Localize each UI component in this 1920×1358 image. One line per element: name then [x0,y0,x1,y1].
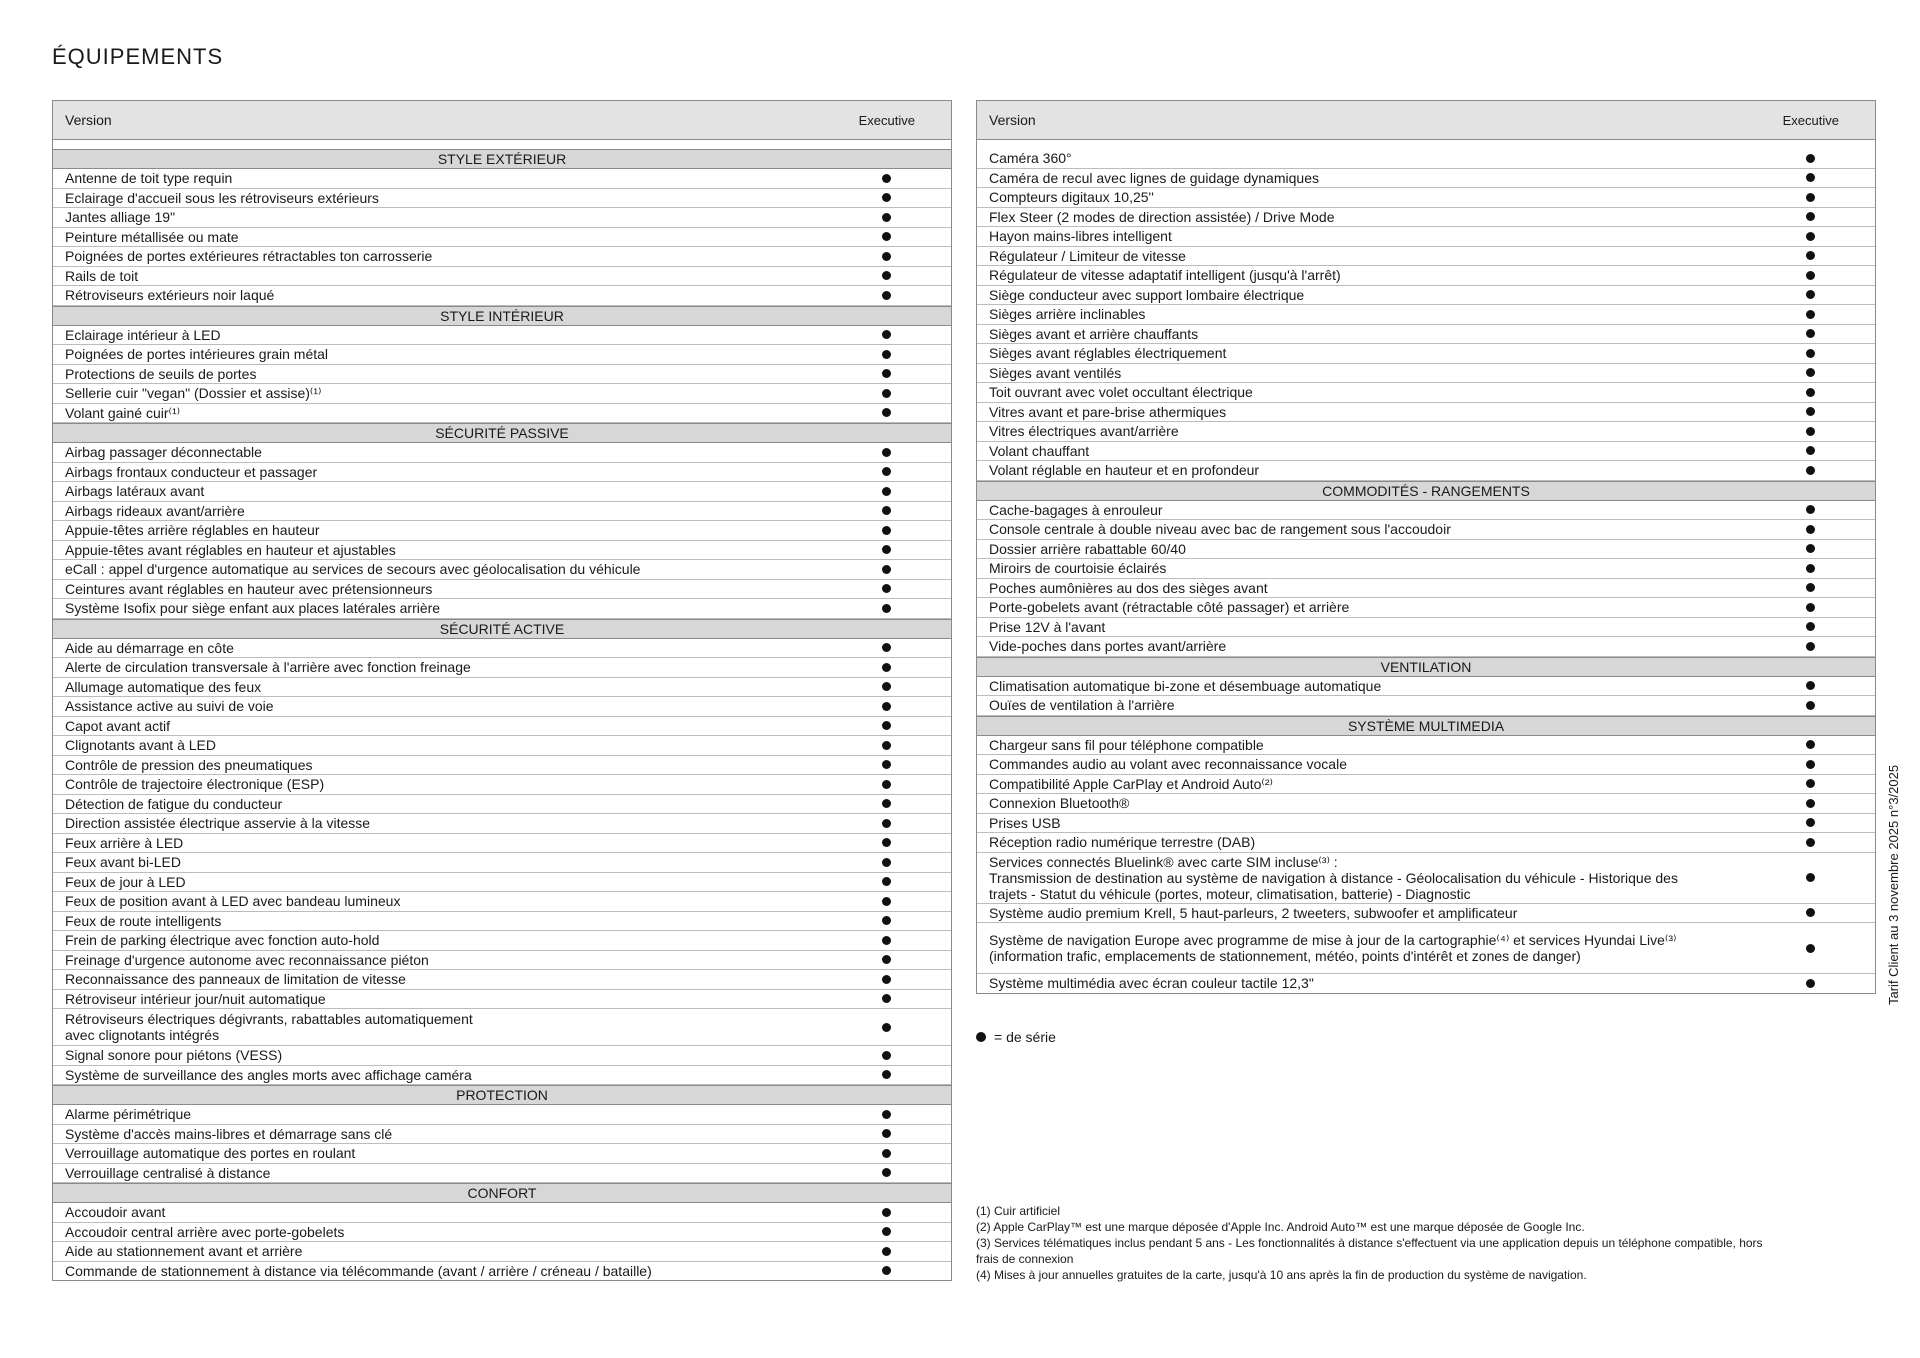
table-row [53,1105,951,1125]
standard-dot-icon [882,799,891,808]
feature-label: Verrouillage automatique des portes en roulant [65,1145,356,1162]
table-row [977,344,1875,364]
legend-text: = de série [994,1029,1056,1045]
table-row [53,267,951,287]
feature-label: Console centrale à double niveau avec bac de rangement sous l'accoudoir [989,521,1451,538]
feature-label: Frein de parking électrique avec fonction auto-hold [65,932,380,949]
footnote: (3) Services télématiques inclus pendant 5 ans - Les fonctionnalités à distance s'effectuent via une application depuis un téléphone compatible, hors frais de connexion [976,1236,1763,1266]
feature-label: Système de navigation Europe avec programme de mise à jour de la cartographie⁽⁴⁾ et services Hyundai Live⁽³⁾ (information trafic, emplacements de stationnement, météo, points d'intérêt et zones de danger) [989,932,1677,964]
table-row [53,873,951,893]
feature-label: Feux de route intelligents [65,912,222,929]
table-row [53,326,951,346]
table-row [53,463,951,483]
standard-dot-icon [1806,838,1815,847]
table-row [977,422,1875,442]
version-header: Version [65,112,112,128]
standard-dot-icon [1806,154,1815,163]
feature-label: Poignées de portes extérieures rétractables ton carrosserie [65,248,433,265]
standard-dot-icon [882,1070,891,1079]
standard-dot-icon [882,955,891,964]
feature-label: Capot avant actif [65,717,171,734]
standard-dot-icon [1806,232,1815,241]
feature-label: Signal sonore pour piétons (VESS) [65,1047,283,1064]
table-row [53,443,951,463]
feature-label: Régulateur / Limiteur de vitesse [989,247,1186,264]
feature-label: Caméra 360° [989,150,1072,167]
table-row [53,697,951,717]
section-header: COMMODITÉS - RANGEMENTS [977,481,1875,501]
table-row [53,599,951,619]
table-row [53,560,951,580]
standard-dot-icon [882,487,891,496]
feature-label: Flex Steer (2 modes de direction assistée) / Drive Mode [989,208,1335,225]
table-row [977,442,1875,462]
feature-label: Volant gainé cuir⁽¹⁾ [65,404,181,421]
feature-label: Volant chauffant [989,442,1090,459]
table-row [977,775,1875,795]
table-row [53,286,951,306]
standard-dot-icon [1806,740,1815,749]
table-row [977,736,1875,756]
standard-dot-icon [1806,544,1815,553]
standard-dot-icon [882,350,891,359]
standard-dot-icon [882,1168,891,1177]
table-row [53,834,951,854]
feature-label: Poignées de portes intérieures grain métal [65,346,329,363]
feature-label: Commande de stationnement à distance via télécommande (avant / arrière / créneau / bataille) [65,1262,652,1279]
page-title: ÉQUIPEMENTS [52,44,224,69]
executive-header: Executive [858,112,915,128]
footnote: (4) Mises à jour annuelles gratuites de la carte, jusqu'à 10 ans après la fin de production du système de navigation. [976,1268,1587,1282]
feature-label: Clignotants avant à LED [65,737,216,754]
standard-dot-icon [1806,908,1815,917]
table-row [53,912,951,932]
feature-label: Vide-poches dans portes avant/arrière [989,638,1227,655]
table-row [977,266,1875,286]
table-row [977,169,1875,189]
table-row [53,502,951,522]
standard-dot-icon [882,526,891,535]
feature-label: Aide au stationnement avant et arrière [65,1243,303,1260]
table-row [977,833,1875,853]
version-header: Version [989,112,1036,128]
feature-label: Airbags rideaux avant/arrière [65,502,245,519]
footnote: (1) Cuir artificiel [976,1204,1061,1218]
feature-label: Freinage d'urgence autonome avec reconnaissance piéton [65,951,429,968]
feature-label: Sièges arrière inclinables [989,306,1146,323]
standard-dot-icon [882,232,891,241]
standard-dot-icon [882,369,891,378]
feature-label: Direction assistée électrique asservie à la vitesse [65,815,371,832]
feature-label: Feux de jour à LED [65,873,186,890]
feature-label: Eclairage d'accueil sous les rétroviseurs extérieurs [65,189,379,206]
table-row [977,188,1875,208]
table-row [53,1164,951,1184]
standard-dot-icon [1806,446,1815,455]
feature-label: Sellerie cuir "vegan" (Dossier et assise)⁽¹⁾ [65,385,322,402]
feature-label: Rétroviseurs électriques dégivrants, rabattables automatiquement avec clignotants intégrés [65,1011,473,1043]
equipment-table-right [976,100,1876,994]
standard-dot-icon [882,819,891,828]
table-row [53,1144,951,1164]
standard-dot-icon [976,1032,986,1042]
executive-header: Executive [1782,112,1839,128]
table-row [977,520,1875,540]
feature-label: Eclairage intérieur à LED [65,326,221,343]
tariff-date-vertical: Tarif Client au 3 novembre 2025 n°3/2025 [1886,764,1901,1005]
standard-dot-icon [1806,349,1815,358]
standard-dot-icon [1806,368,1815,377]
section-header: STYLE EXTÉRIEUR [53,149,951,169]
standard-dot-icon [1806,564,1815,573]
standard-dot-icon [1806,251,1815,260]
standard-dot-icon [882,858,891,867]
feature-label: Accoudoir avant [65,1204,166,1221]
standard-dot-icon [882,291,891,300]
feature-label: Ouïes de ventilation à l'arrière [989,697,1175,714]
feature-label: Verrouillage centralisé à distance [65,1164,271,1181]
table-row [977,501,1875,521]
feature-label: Dossier arrière rabattable 60/40 [989,540,1186,557]
standard-dot-icon [1806,310,1815,319]
table-row [53,208,951,228]
section-header: STYLE INTÉRIEUR [53,306,951,326]
table-row [977,461,1875,481]
table-header [977,101,1875,140]
table-row [53,1125,951,1145]
feature-label: Système d'accès mains-libres et démarrage sans clé [65,1125,393,1142]
standard-dot-icon [1806,193,1815,202]
feature-label: Vitres avant et pare-brise athermiques [989,403,1227,420]
table-row [53,1046,951,1066]
feature-label: Feux avant bi-LED [65,854,181,871]
standard-dot-icon [882,330,891,339]
table-row [977,325,1875,345]
equipment-table-left [52,100,952,1281]
table-row [53,482,951,502]
table-row [53,931,951,951]
feature-label: Poches aumônières au dos des sièges avant [989,579,1268,596]
section-header: CONFORT [53,1183,951,1203]
standard-dot-icon [882,604,891,613]
feature-label: Contrôle de pression des pneumatiques [65,756,313,773]
feature-label: Prises USB [989,814,1061,831]
standard-dot-icon [882,682,891,691]
feature-label: Miroirs de courtoisie éclairés [989,560,1167,577]
feature-label: Connexion Bluetooth® [989,795,1130,812]
legend [976,1029,1056,1045]
feature-label: Sièges avant et arrière chauffants [989,325,1199,342]
table-row [53,951,951,971]
feature-label: Ceintures avant réglables en hauteur avec prétensionneurs [65,580,433,597]
table-row [53,541,951,561]
table-row [53,1009,951,1046]
feature-label: Peinture métallisée ou mate [65,228,239,245]
table-row [977,227,1875,247]
standard-dot-icon [1806,505,1815,514]
table-row [53,189,951,209]
table-row [53,580,951,600]
standard-dot-icon [882,213,891,222]
standard-dot-icon [882,897,891,906]
standard-dot-icon [882,408,891,417]
feature-label: Airbags frontaux conducteur et passager [65,463,318,480]
table-row [977,383,1875,403]
feature-label: Cache-bagages à enrouleur [989,501,1163,518]
standard-dot-icon [882,193,891,202]
standard-dot-icon [1806,173,1815,182]
feature-label: eCall : appel d'urgence automatique au services de secours avec géolocalisation du véhicule [65,561,641,578]
table-row [53,736,951,756]
table-row [977,579,1875,599]
feature-label: Caméra de recul avec lignes de guidage dynamiques [989,169,1319,186]
standard-dot-icon [882,975,891,984]
standard-dot-icon [1806,427,1815,436]
feature-label: Assistance active au suivi de voie [65,698,274,715]
standard-dot-icon [882,643,891,652]
standard-dot-icon [1806,407,1815,416]
standard-dot-icon [882,702,891,711]
feature-label: Porte-gobelets avant (rétractable côté passager) et arrière [989,599,1350,616]
table-row [53,1262,951,1281]
table-row [977,637,1875,657]
table-row [977,814,1875,834]
feature-label: Siège conducteur avec support lombaire électrique [989,286,1305,303]
feature-label: Accoudoir central arrière avec porte-gobelets [65,1223,345,1240]
table-row [977,305,1875,325]
table-row [977,286,1875,306]
table-row [53,658,951,678]
standard-dot-icon [882,994,891,1003]
table-row [53,1066,951,1086]
section-header: SYSTÈME MULTIMEDIA [977,716,1875,736]
table-row [53,1223,951,1243]
table-row [53,639,951,659]
standard-dot-icon [882,877,891,886]
table-row [53,717,951,737]
standard-dot-icon [882,760,891,769]
feature-label: Système de surveillance des angles morts avec affichage caméra [65,1066,472,1083]
feature-label: Alarme périmétrique [65,1106,192,1123]
standard-dot-icon [1806,818,1815,827]
feature-label: Volant réglable en hauteur et en profondeur [989,462,1260,479]
table-row [53,775,951,795]
standard-dot-icon [882,1227,891,1236]
table-header [53,101,951,140]
feature-label: Compteurs digitaux 10,25'' [989,189,1154,206]
feature-label: Chargeur sans fil pour téléphone compatible [989,736,1264,753]
feature-label: Hayon mains-libres intelligent [989,228,1172,245]
feature-label: Toit ouvrant avec volet occultant électrique [989,384,1253,401]
section-header: VENTILATION [977,657,1875,677]
feature-label: Antenne de toit type requin [65,170,233,187]
feature-label: Climatisation automatique bi-zone et désembuage automatique [989,677,1382,694]
table-row [53,1242,951,1262]
standard-dot-icon [1806,622,1815,631]
table-row [977,247,1875,267]
feature-label: Rails de toit [65,267,139,284]
table-row [977,149,1875,169]
feature-label: Sièges avant réglables électriquement [989,345,1227,362]
feature-label: Compatibilité Apple CarPlay et Android Auto⁽²⁾ [989,775,1273,792]
table-row [53,990,951,1010]
standard-dot-icon [882,1149,891,1158]
feature-label: Appuie-têtes avant réglables en hauteur et ajustables [65,541,396,558]
feature-label: Rétroviseurs extérieurs noir laqué [65,287,275,304]
table-row [53,404,951,424]
table-row [977,598,1875,618]
table-row [53,853,951,873]
table-row [53,365,951,385]
table-row [53,892,951,912]
standard-dot-icon [882,936,891,945]
table-row [977,677,1875,697]
feature-label: Détection de fatigue du conducteur [65,795,283,812]
standard-dot-icon [882,916,891,925]
feature-label: Alerte de circulation transversale à l'arrière avec fonction freinage [65,659,471,676]
feature-label: Airbags latéraux avant [65,483,205,500]
table-row [977,540,1875,560]
standard-dot-icon [1806,525,1815,534]
table-row [977,904,1875,924]
table-row [53,345,951,365]
standard-dot-icon [1806,873,1815,882]
standard-dot-icon [1806,583,1815,592]
standard-dot-icon [882,389,891,398]
footnote: (2) Apple CarPlay™ est une marque déposée d'Apple Inc. Android Auto™ est une marque déposée de Google Inc. [976,1220,1585,1234]
standard-dot-icon [882,467,891,476]
table-row [53,795,951,815]
standard-dot-icon [882,1023,891,1032]
standard-dot-icon [882,1129,891,1138]
table-row [977,208,1875,228]
feature-label: Airbag passager déconnectable [65,444,262,461]
standard-dot-icon [1806,290,1815,299]
standard-dot-icon [882,1051,891,1060]
table-row [53,814,951,834]
standard-dot-icon [1806,271,1815,280]
standard-dot-icon [882,1266,891,1275]
feature-label: Régulateur de vitesse adaptatif intelligent (jusqu'à l'arrêt) [989,267,1341,284]
section-header: SÉCURITÉ PASSIVE [53,423,951,443]
standard-dot-icon [882,741,891,750]
standard-dot-icon [882,174,891,183]
standard-dot-icon [1806,642,1815,651]
section-header: SÉCURITÉ ACTIVE [53,619,951,639]
feature-label: Contrôle de trajectoire électronique (ESP) [65,776,325,793]
table-row [53,228,951,248]
standard-dot-icon [882,584,891,593]
standard-dot-icon [882,780,891,789]
standard-dot-icon [1806,979,1815,988]
table-row [53,678,951,698]
feature-label: Services connectés Bluelink® avec carte SIM incluse⁽³⁾ : Transmission de destination au système de navigation à distance - Géolocalisation du véhicule - Historique des trajets - Statut du véhicule (portes, moteur, climatisation, batterie) - Diagnostic [989,853,1678,902]
table-row [977,974,1875,993]
table-row [53,756,951,776]
footnotes [976,1203,1886,1283]
standard-dot-icon [882,1247,891,1256]
standard-dot-icon [1806,329,1815,338]
feature-label: Commandes audio au volant avec reconnaissance vocale [989,756,1347,773]
table-row [977,618,1875,638]
table-row [53,169,951,189]
table-row [977,794,1875,814]
feature-label: Système audio premium Krell, 5 haut-parleurs, 2 tweeters, subwoofer et amplificateur [989,904,1518,921]
feature-label: Système Isofix pour siège enfant aux places latérales arrière [65,600,441,617]
table-row [977,559,1875,579]
standard-dot-icon [882,271,891,280]
standard-dot-icon [882,838,891,847]
standard-dot-icon [882,1110,891,1119]
standard-dot-icon [1806,388,1815,397]
table-row [977,696,1875,716]
feature-label: Allumage automatique des feux [65,678,262,695]
standard-dot-icon [1806,681,1815,690]
feature-label: Rétroviseur intérieur jour/nuit automatique [65,990,326,1007]
table-row [977,403,1875,423]
standard-dot-icon [1806,603,1815,612]
feature-label: Feux de position avant à LED avec bandeau lumineux [65,893,401,910]
feature-label: Prise 12V à l'avant [989,618,1106,635]
standard-dot-icon [1806,799,1815,808]
feature-label: Reconnaissance des panneaux de limitation de vitesse [65,971,406,988]
standard-dot-icon [882,506,891,515]
standard-dot-icon [1806,701,1815,710]
table-row [977,364,1875,384]
table-row [53,384,951,404]
table-row [977,755,1875,775]
section-header: PROTECTION [53,1085,951,1105]
feature-label: Protections de seuils de portes [65,365,257,382]
standard-dot-icon [1806,760,1815,769]
standard-dot-icon [882,721,891,730]
feature-label: Aide au démarrage en côte [65,639,234,656]
feature-label: Réception radio numérique terrestre (DAB) [989,834,1256,851]
standard-dot-icon [882,663,891,672]
standard-dot-icon [882,448,891,457]
feature-label: Appuie-têtes arrière réglables en hauteur [65,522,320,539]
feature-label: Feux arrière à LED [65,834,184,851]
standard-dot-icon [882,565,891,574]
standard-dot-icon [1806,779,1815,788]
table-row [53,1203,951,1223]
table-row [977,853,1875,904]
standard-dot-icon [1806,212,1815,221]
table-row [53,970,951,990]
standard-dot-icon [882,1208,891,1217]
standard-dot-icon [882,545,891,554]
feature-label: Sièges avant ventilés [989,364,1122,381]
feature-label: Jantes alliage 19" [65,209,176,226]
feature-label: Vitres électriques avant/arrière [989,423,1179,440]
standard-dot-icon [882,252,891,261]
table-row [53,247,951,267]
table-row [977,923,1875,974]
feature-label: Système multimédia avec écran couleur tactile 12,3" [989,975,1314,992]
standard-dot-icon [1806,944,1815,953]
standard-dot-icon [1806,466,1815,475]
table-row [53,521,951,541]
